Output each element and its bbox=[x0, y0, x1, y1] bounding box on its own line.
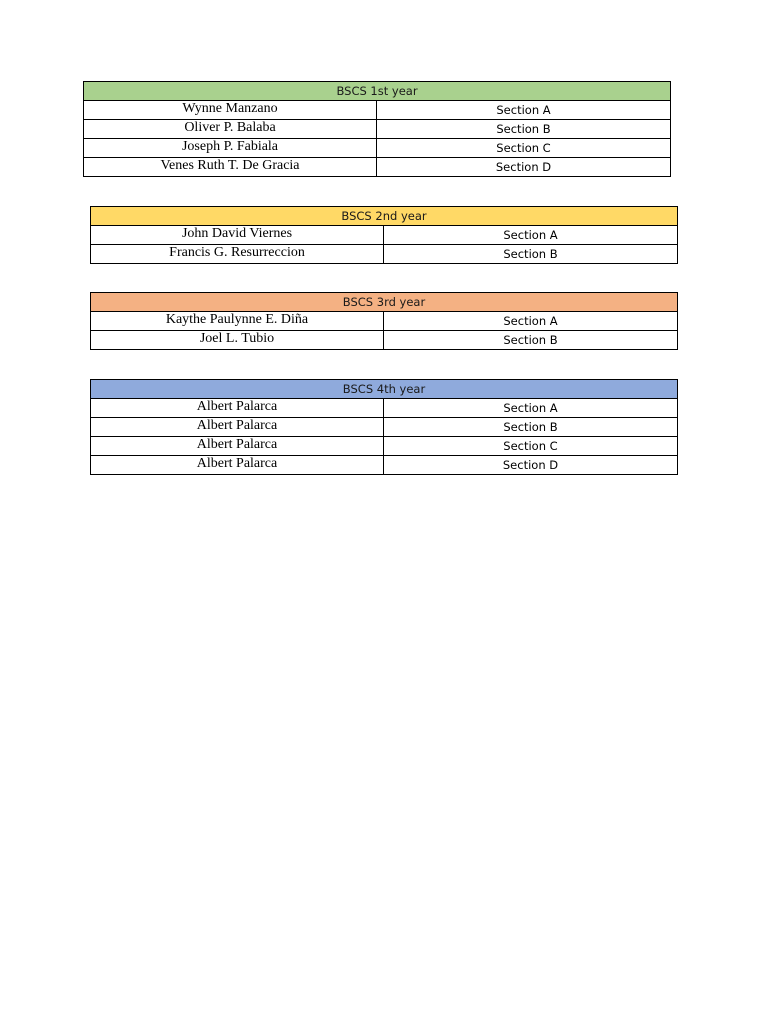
year-4-table bbox=[90, 379, 678, 475]
section-label: Section B bbox=[384, 418, 678, 437]
table-row bbox=[91, 456, 678, 475]
student-name: Albert Palarca bbox=[91, 399, 384, 418]
section-label: Section C bbox=[384, 437, 678, 456]
section-label: Section B bbox=[384, 331, 678, 350]
section-label: Section A bbox=[377, 101, 671, 120]
year-1-title: BSCS 1st year bbox=[84, 82, 671, 101]
student-name: Joel L. Tubio bbox=[91, 331, 384, 350]
year-1-header-row bbox=[84, 82, 671, 101]
student-name: Wynne Manzano bbox=[84, 101, 377, 120]
year-2-table bbox=[90, 206, 678, 264]
student-name: Venes Ruth T. De Gracia bbox=[84, 158, 377, 177]
section-label: Section B bbox=[384, 245, 678, 264]
section-label: Section D bbox=[384, 456, 678, 475]
student-name: John David Viernes bbox=[91, 226, 384, 245]
section-label: Section A bbox=[384, 312, 678, 331]
table-row bbox=[91, 399, 678, 418]
student-name: Albert Palarca bbox=[91, 418, 384, 437]
table-row bbox=[84, 139, 671, 158]
table-row bbox=[91, 312, 678, 331]
year-3-table bbox=[90, 292, 678, 350]
section-label: Section D bbox=[377, 158, 671, 177]
student-name: Kaythe Paulynne E. Diña bbox=[91, 312, 384, 331]
table-row bbox=[91, 245, 678, 264]
table-row bbox=[91, 226, 678, 245]
student-name: Oliver P. Balaba bbox=[84, 120, 377, 139]
section-label: Section A bbox=[384, 399, 678, 418]
year-4-header-row bbox=[91, 380, 678, 399]
year-3-title: BSCS 3rd year bbox=[91, 293, 678, 312]
student-name: Albert Palarca bbox=[91, 456, 384, 475]
year-4-title: BSCS 4th year bbox=[91, 380, 678, 399]
student-name: Joseph P. Fabiala bbox=[84, 139, 377, 158]
table-row bbox=[91, 331, 678, 350]
table-row bbox=[91, 418, 678, 437]
table-row bbox=[84, 120, 671, 139]
section-label: Section B bbox=[377, 120, 671, 139]
table-row bbox=[91, 437, 678, 456]
section-label: Section A bbox=[384, 226, 678, 245]
table-row bbox=[84, 158, 671, 177]
section-label: Section C bbox=[377, 139, 671, 158]
year-2-title: BSCS 2nd year bbox=[91, 207, 678, 226]
table-row bbox=[84, 101, 671, 120]
year-2-header-row bbox=[91, 207, 678, 226]
year-1-table bbox=[83, 81, 671, 177]
student-name: Albert Palarca bbox=[91, 437, 384, 456]
student-name: Francis G. Resurreccion bbox=[91, 245, 384, 264]
year-3-header-row bbox=[91, 293, 678, 312]
